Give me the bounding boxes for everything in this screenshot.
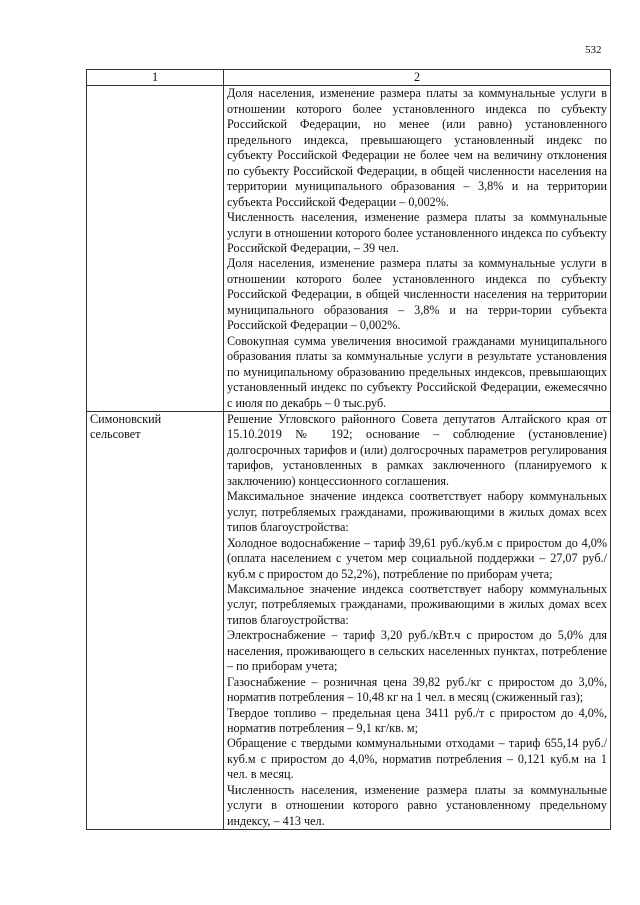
paragraph: Холодное водоснабжение – тариф 39,61 руб./куб.м с приростом до 4,0% (оплата населением с учетом мер социальной поддержки – 27,07 руб./куб.м с приростом до 52,2%), потребление по приборам учета;: [227, 535, 607, 581]
paragraph: Электроснабжение – тариф 3,20 руб./кВт.ч с приростом до 5,0% для населения, проживающего в сельских населенных пунктах, потребление – по приборам учета;: [227, 628, 607, 674]
table-header-row: [87, 70, 611, 86]
paragraph: Максимальное значение индекса соответствует набору коммунальных услуг, потребляемых гражданами, проживающими в жилых домах всех типов благоустройства:: [227, 581, 607, 627]
region-name-line2: сельсовет: [90, 427, 141, 442]
region-name-line1: Симоновский: [90, 411, 162, 426]
paragraph: Численность населения, изменение размера платы за коммунальные услуги в отношении которого более установленного индекса по субъекту Российской Федерации, – 39 чел.: [227, 210, 607, 255]
region-name-cell: [87, 411, 224, 829]
paragraph: Доля населения, изменение размера платы за коммунальные услуги в отношении которого более установленного индекса по субъекту Российской Федерации, в общей численности населения на территории муниципального образования – 3,8% и на терри-тории субъекта Российской Федерации – 0,002%.: [227, 256, 607, 333]
indices-table: [86, 69, 611, 830]
empty-region-cell: [87, 86, 224, 412]
column-header-1: 1: [87, 70, 224, 86]
table-row-simonovsky: [87, 411, 611, 829]
table-row-continuation: [87, 86, 611, 412]
paragraph: Максимальное значение индекса соответствует набору коммунальных услуг, потребляемых гражданами, проживающими в жилых домах всех типов благоустройства:: [227, 489, 607, 535]
continuation-text-cell: [224, 86, 611, 412]
paragraph: Твердое топливо – предельная цена 3411 руб./т с приростом до 4,0%, норматив потребления – 9,1 кг/кв. м;: [227, 705, 607, 736]
paragraph: Численность населения, изменение размера платы за коммунальные услуги в отношении которого равно установленному предельному индексу, – 413 чел.: [227, 782, 607, 828]
paragraph: Обращение с твердыми коммунальными отходами – тариф 655,14 руб./куб.м с приростом до 4,0%, норматив потребления – 0,121 куб.м на 1 чел. в месяц.: [227, 736, 607, 782]
paragraph: Решение Угловского районного Совета депутатов Алтайского края от 15.10.2019 № 192; основание – соблюдение (установление) долгосрочных тарифов и (или) долгосрочных параметров регулирования тарифов, установленных в рамках заключенного (планируемого к заключению) концессионного соглашения.: [227, 411, 607, 488]
paragraph: Доля населения, изменение размера платы за коммунальные услуги в отношении которого более установленного индекса по субъекту Российской Федерации, но менее (или равно) установленного предельного индекса, превышающего установленный индекс по субъекту Российской Федерации не более чем на величину отклонения по субъекту Российской Федерации, в общей численности населения на территории муниципального образования – 3,8% и на территории субъекта Российской Федерации – 0,002%.: [227, 86, 607, 209]
region-text-cell: [224, 411, 611, 829]
paragraph: Газоснабжение – розничная цена 39,82 руб./кг с приростом до 3,0%, норматив потребления – 10,48 кг на 1 чел. в месяц (сжиженный газ);: [227, 674, 607, 705]
column-header-2: 2: [224, 70, 611, 86]
paragraph: Совокупная сумма увеличения вносимой гражданами муниципального образования платы за коммунальные услуги в результате установления по муниципальному образованию предельных индексов, превышающих установленный индекс по субъекту Российской Федерации, ежемесячно с июля по декабрь – 0 тыс.руб.: [227, 333, 607, 410]
page-number: 532: [585, 44, 602, 56]
